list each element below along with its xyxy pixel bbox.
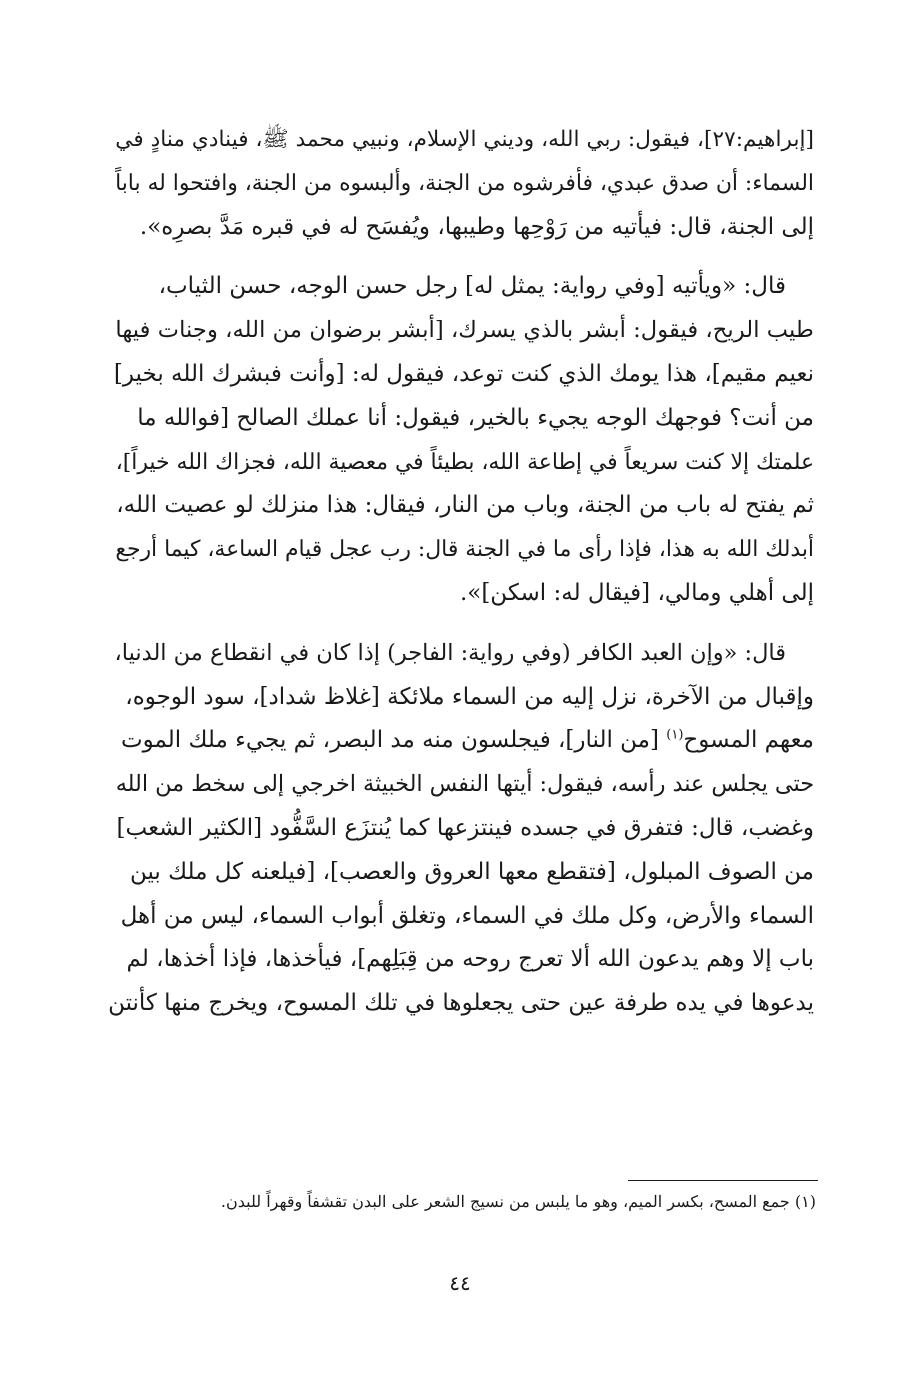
text-line: السماء: أن صدق عبدي، فأفرشوه من الجنة، وألبسوه من الجنة، وافتحوا له باباً: [115, 170, 814, 196]
footnote-separator: [628, 1180, 818, 1181]
text-line: [إبراهيم:٢٧]، فيقول: ربي الله، وديني الإسلام، ونبيي محمد ﷺ، فينادي منادٍ في: [115, 127, 814, 152]
paragraph-1: [108, 118, 814, 249]
text-line: باب إلا وهم يدعون الله ألا تعرج روحه من قِبَلِهم]، فيأخذها، فإذا أخذها، لم: [126, 946, 814, 973]
page-number: ٤٤: [449, 1271, 471, 1295]
text-line: إلى أهلي ومالي، [فيقال له: اسكن]».: [459, 579, 814, 606]
footnote-reference[interactable]: (١): [666, 727, 684, 743]
text-line: وغضب، قال: فتفرق في جسده فينتزعها كما يُنتزَع السَّفُّود [الكثير الشعب]: [116, 814, 814, 841]
text-line: قال: «وإن العبد الكافر (وفي رواية: الفاجر) إذا كان في انقطاع من الدنيا،: [114, 639, 786, 666]
text-line: إلى الجنة، قال: فيأتيه من رَوْحِها وطيبها، ويُفسَح له في قبره مَدَّ بصرِه».: [139, 213, 814, 240]
text-line: علمتك إلا كنت سريعاً في إطاعة الله، بطيئاً في معصية الله، فجزاك الله خيراً]،: [115, 449, 814, 475]
text-line: السماء والأرض، وكل ملك في السماء، وتغلق أبواب السماء، ليس من أهل: [120, 902, 814, 929]
text-line: ثم يفتح له باب من الجنة، وباب من النار، فيقال: هذا منزلك لو عصيت الله،: [116, 492, 814, 519]
paragraph-2: [108, 265, 814, 615]
text-line: يدعوها في يده طرفة عين حتى يجعلوها في تلك المسوح، ويخرج منها كأنتن: [108, 990, 814, 1017]
text-line: من الصوف المبلول، [فتقطع معها العروق والعصب]، [فيلعنه كل ملك بين: [129, 858, 814, 885]
text-segment: معهم المسوح: [683, 727, 814, 754]
text-line: من أنت؟ فوجهك الوجه يجيء بالخير، فيقول: أنا عملك الصالح [فوالله ما: [137, 404, 814, 431]
main-text: [108, 118, 814, 1042]
text-line: قال: «ويأتيه [وفي رواية: يمثل له] رجل حسن الوجه، حسن الثياب،: [158, 273, 786, 300]
footnote: (١) جمع المسح، بكسر الميم، وهو ما يلبس من نسيج الشعر على البدن تقشفاً وقهراً للبدن.: [220, 1192, 816, 1211]
text-segment: [من النار]، فيجلسون منه مد البصر، ثم يجيء ملك الموت: [120, 727, 667, 754]
paragraph-3: [108, 632, 814, 1026]
text-line: حتى يجلس عند رأسه، فيقول: أيتها النفس الخبيثة اخرجي إلى سخط من الله: [115, 771, 814, 798]
text-line: أبدلك الله به هذا، فإذا رأى ما في الجنة قال: رب عجل قيام الساعة، كيما أرجع: [115, 537, 814, 563]
text-line: طيب الريح، فيقول: أبشر بالذي يسرك، [أبشر برضوان من الله، وجنات فيها: [115, 317, 814, 344]
text-line-with-footnote: [108, 719, 814, 763]
text-line: نعيم مقيم]، هذا يومك الذي كنت توعد، فيقول له: [وأنت فبشرك الله بخير]: [113, 360, 814, 387]
text-line: وإقبال من الآخرة، نزل إليه من السماء ملائكة [غلاظ شداد]، سود الوجوه،: [125, 683, 814, 710]
